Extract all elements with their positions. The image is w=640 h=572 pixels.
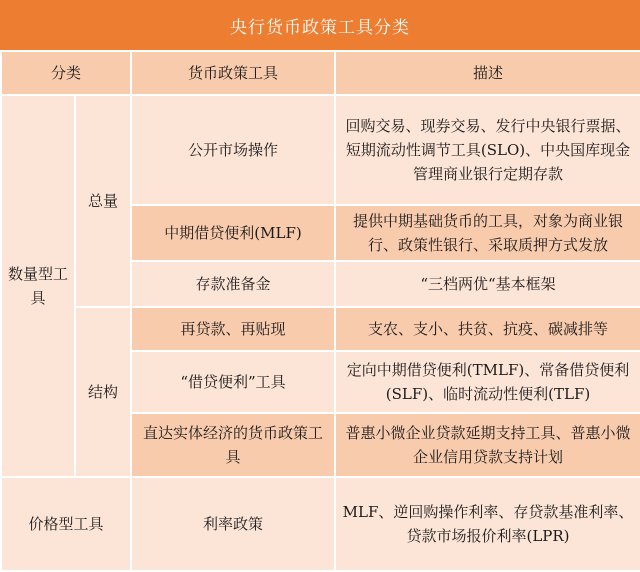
subgroup-total: 总量 bbox=[75, 95, 131, 307]
policy-tools-table bbox=[0, 50, 640, 572]
tool-cell: “借贷便利”工具 bbox=[131, 351, 335, 413]
description-cell: 提供中期基础货币的工具，对象为商业银行、政策性银行、采取质押方式发放 bbox=[335, 205, 640, 261]
tool-cell: 存款准备金 bbox=[131, 261, 335, 307]
tool-cell: 利率政策 bbox=[131, 477, 335, 571]
subgroup-structure: 结构 bbox=[75, 307, 131, 477]
header-tool: 货币政策工具 bbox=[131, 51, 335, 95]
description-cell: “三档两优“基本框架 bbox=[335, 261, 640, 307]
tool-cell: 中期借贷便利(MLF) bbox=[131, 205, 335, 261]
group-quantity: 数量型工具 bbox=[1, 95, 75, 477]
header-description: 描述 bbox=[335, 51, 640, 95]
group-price: 价格型工具 bbox=[1, 477, 131, 571]
header-row bbox=[1, 51, 640, 95]
description-cell: 定向中期借贷便利(TMLF)、常备借贷便利(SLF)、临时流动性便利(TLF) bbox=[335, 351, 640, 413]
table-row bbox=[1, 95, 640, 205]
table-row bbox=[1, 477, 640, 571]
table-row bbox=[1, 307, 640, 351]
tool-cell: 公开市场操作 bbox=[131, 95, 335, 205]
description-cell: MLF、逆回购操作利率、存贷款基准利率、贷款市场报价利率(LPR) bbox=[335, 477, 640, 571]
header-category: 分类 bbox=[1, 51, 131, 95]
tool-cell: 再贷款、再贴现 bbox=[131, 307, 335, 351]
tool-cell: 直达实体经济的货币政策工具 bbox=[131, 413, 335, 477]
table-title: 央行货币政策工具分类 bbox=[0, 0, 640, 50]
description-cell: 支农、支小、扶贫、抗疫、碳减排等 bbox=[335, 307, 640, 351]
description-cell: 回购交易、现券交易、发行中央银行票据、短期流动性调节工具(SLO)、中央国库现金管理商业银行定期存款 bbox=[335, 95, 640, 205]
description-cell: 普惠小微企业贷款延期支持工具、普惠小微企业信用贷款支持计划 bbox=[335, 413, 640, 477]
